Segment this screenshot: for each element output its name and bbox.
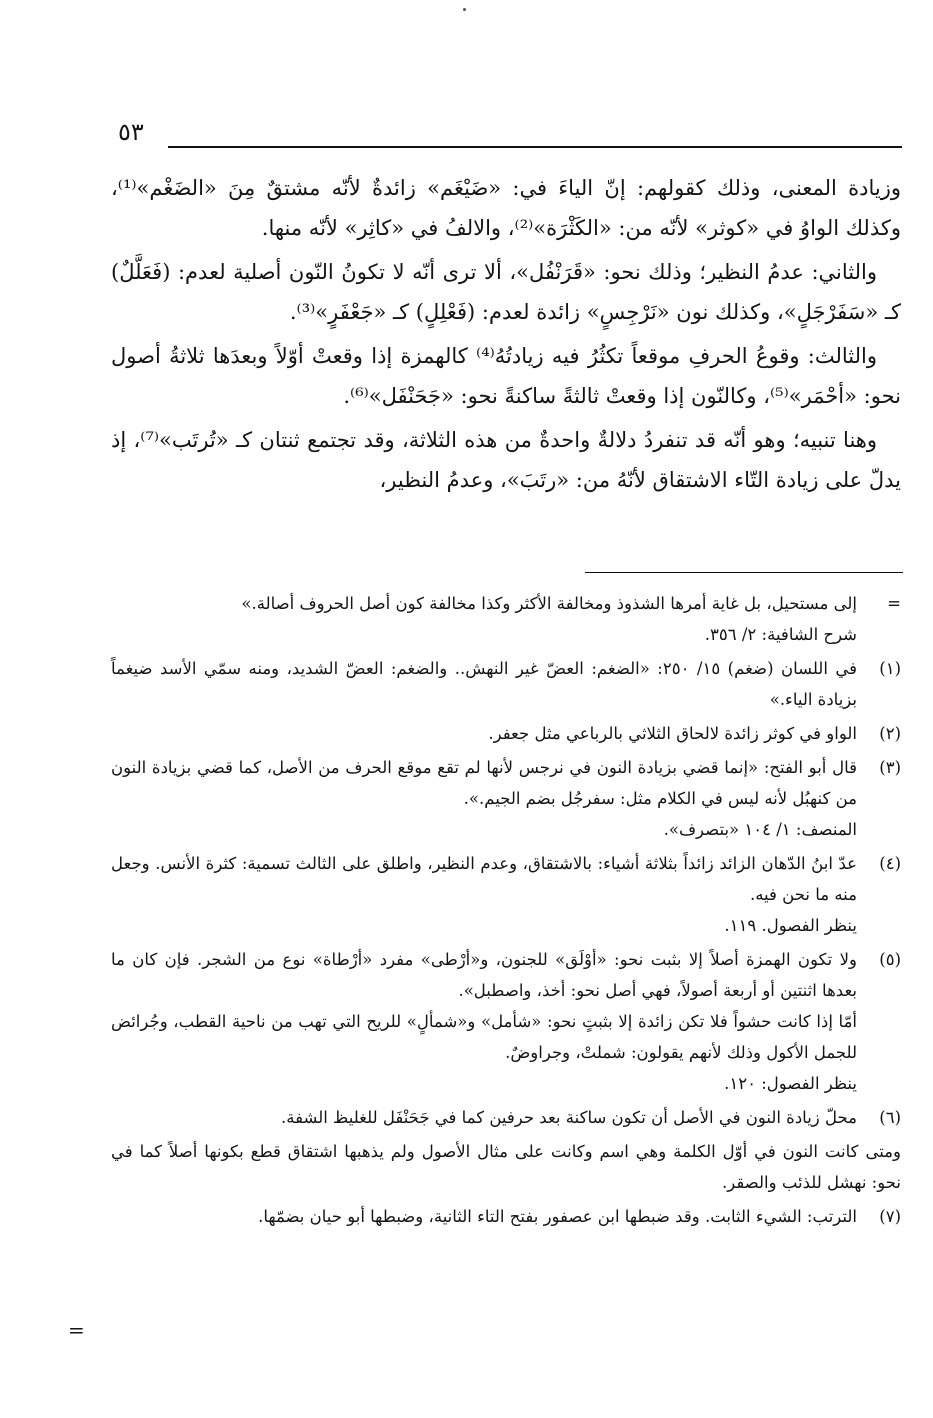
paragraph-1: وزيادة المعنى، وذلك كقولهم: إنّ الياءَ في: «ضَيْغَم» زائدةٌ لأنّه مشتقٌ مِنَ «الضَغْم»⁽¹⁾، وكذلك الواوُ في «كوثر» لأنّه من: «الكَثْرَة»⁽²⁾، والالفُ في «كاثِر» لأنّه منها. [111, 176, 901, 240]
footnote-marker: (٤) [879, 854, 901, 873]
paragraph-3: والثالث: وقوعُ الحرفِ موقعاً تكثُرُ فيه زيادتُهُ⁽⁴⁾ كالهمزة إذا وقعتْ أوّلاً وبعدَها ثلاثةُ أصول نحو: «أحْمَر»⁽⁵⁾، وكالنّون إذا وقعتْ ثالثةً ساكنةً نحو: «جَحَنْفَل»⁽⁶⁾. [111, 344, 901, 408]
footnote-6-continued: ومتى كانت النون في أوّل الكلمة وهي اسم وكانت على مثال الأصول ولم يذهبها اشتقاق قطع بكونها أصلاً كما في نحو: نهشل للذئب والصقر. [111, 1142, 901, 1192]
scan-dot [463, 8, 466, 11]
footnote-2 [111, 718, 901, 749]
footnote-marker: (١) [879, 659, 901, 678]
footnotes [111, 588, 901, 1235]
footnote-source: ينظر الفصول: ١٢٠. [724, 1074, 857, 1093]
page-number: ٥٣ [118, 118, 144, 146]
footnote-rule [585, 572, 903, 573]
footnote-source: ينظر الفصول. ١١٩. [724, 916, 857, 935]
footnote-text: في اللسان (ضغم) ١٥/ ٢٥٠: «الضغم: العضّ غير النهش.. والضغم: العضّ الشديد، ومنه سمّي الأسد ضيغماً بزيادة الياء.» [111, 659, 858, 709]
footnote-marker: (٣) [879, 758, 901, 777]
footnote-continuation-source: شرح الشافية: ٢/ ٣٥٦. [704, 625, 857, 644]
main-text [111, 168, 901, 504]
footnote-text: عدّ ابنُ الدّهان الزائد زائداً بثلاثة أشياء: بالاشتقاق، وعدم النظير، واطلق على الثالث تسمية: كثرة الأنس. وجعل منه ما نحن فيه. [111, 854, 857, 904]
continued-mark: = [68, 1318, 85, 1342]
footnote-marker: (٢) [879, 724, 901, 743]
footnote-7 [111, 1201, 901, 1232]
footnote-marker: (٧) [879, 1207, 901, 1226]
footnote-text: ولا تكون الهمزة أصلاً إلا بثبت نحو: «أوْلَق» للجنون، و«أرْطى» مفرد «أرْطاة» نوع من الشجر. فإن كان ما بعدها اثنتين أو أربعة أصولاً، فهي أصل نحو: أخذ، واصطبل». [111, 950, 857, 1000]
footnote-text: الواو في كوثر زائدة لالحاق الثلاثي بالرباعي مثل جعفر. [488, 724, 857, 743]
footnote-5 [111, 944, 901, 1099]
header-rule [168, 146, 902, 148]
footnote-continuation [111, 588, 901, 650]
footnote-continuation-text: إلى مستحيل، بل غاية أمرها الشذوذ ومخالفة الأكثر وكذا مخالفة كون أصل الحروف أصالة.» [241, 594, 857, 613]
footnote-marker: (٦) [879, 1108, 901, 1127]
footnote-text: الترتب: الشيء الثابت. وقد ضبطها ابن عصفور بفتح التاء الثانية، وضبطها أبو حيان بضمّها. [258, 1207, 857, 1226]
footnote-source: المنصف: ١/ ١٠٤ «بتصرف». [663, 820, 857, 839]
footnote-4 [111, 848, 901, 941]
footnote-text: محلّ زيادة النون في الأصل أن تكون ساكنة بعد حرفين كما في جَحَنْفَل للغليظ الشفة. [281, 1108, 857, 1127]
footnote-marker: (٥) [879, 950, 901, 969]
footnote-3 [111, 752, 901, 845]
footnote-1 [111, 653, 901, 715]
footnote-text: قال أبو الفتح: «إنما قضي بزيادة النون في نرجس لأنها لم تقع موقع الحرف من الأصل، كما قضي بزيادة النون من كنهبُل لأنه ليس في الكلام مثل: سفرجُل بضم الجيم.». [111, 758, 857, 808]
paragraph-2: والثاني: عدمُ النظير؛ وذلك نحو: «قَرَنْفُل»، ألا ترى أنّه لا تكونُ النّون أصلية لعدم: (فَعَلَّلٌ) كـ «سَفَرْجَلٍ»، وكذلك نون «نَرْجِسٍ» زائدة لعدم: (فَعْلِلٍ) كـ «جَعْفَرٍ»⁽³⁾. [111, 260, 901, 324]
continuation-mark: = [887, 594, 901, 613]
paragraph-4: وهنا تنبيه؛ وهو أنّه قد تنفردُ دلالةٌ واحدةٌ من هذه الثلاثة، وقد تجتمع ثنتان كـ «تُرتَب»⁽⁷⁾، إذ يدلّ على زيادة التّاء الاشتقاق لأنّهُ من: «رتَبَ»، وعدمُ النظير، [111, 428, 901, 492]
footnote-6 [111, 1102, 901, 1133]
footnote-extra: أمّا إذا كانت حشواً فلا تكن زائدة إلا بثبتٍ نحو: «شأمل» و«شمألٍ» للريح التي تهب من ناحية القطب، وجُرائض للجمل الأكول وذلك لأنهم يقولون: شملتْ، وجراوضٌ. [111, 1012, 857, 1062]
